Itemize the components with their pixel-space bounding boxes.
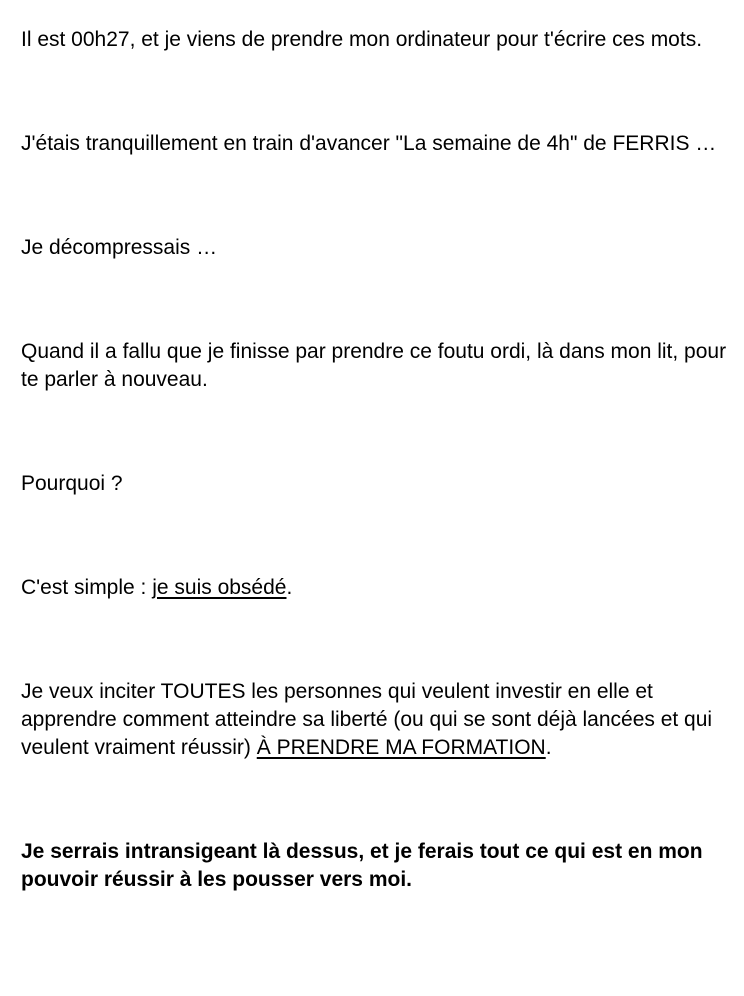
email-body <box>21 26 739 894</box>
paragraph-formation <box>21 678 739 762</box>
formation-suffix: . <box>545 736 552 759</box>
paragraph-commitment: Je serrais intransigeant là dessus, et je ferais tout ce qui est en mon pouvoir réussir à les pousser vers moi. <box>21 840 703 891</box>
obsessed-suffix: . <box>286 576 293 599</box>
paragraph-computer: Quand il a fallu que je finisse par prendre ce foutu ordi, là dans mon lit, pour te parler à nouveau. <box>21 340 727 391</box>
paragraph-obsessed <box>21 574 739 602</box>
paragraph-question: Pourquoi ? <box>21 472 123 495</box>
obsessed-underlined: je suis obsédé <box>152 576 287 599</box>
obsessed-prefix: C'est simple : <box>21 576 153 599</box>
paragraph-relaxing: Je décompressais … <box>21 236 218 259</box>
formation-prefix: Je veux inciter TOUTES les personnes qui veulent investir en elle et apprendre comment atteindre sa liberté (ou qui se sont déjà lancées et qui veulent vraiment réussir) <box>21 680 713 759</box>
paragraph-reading: J'étais tranquillement en train d'avancer "La semaine de 4h" de FERRIS … <box>21 132 717 155</box>
formation-link[interactable]: À PRENDRE MA FORMATION <box>256 736 546 759</box>
paragraph-intro: Il est 00h27, et je viens de prendre mon ordinateur pour t'écrire ces mots. <box>21 28 703 51</box>
